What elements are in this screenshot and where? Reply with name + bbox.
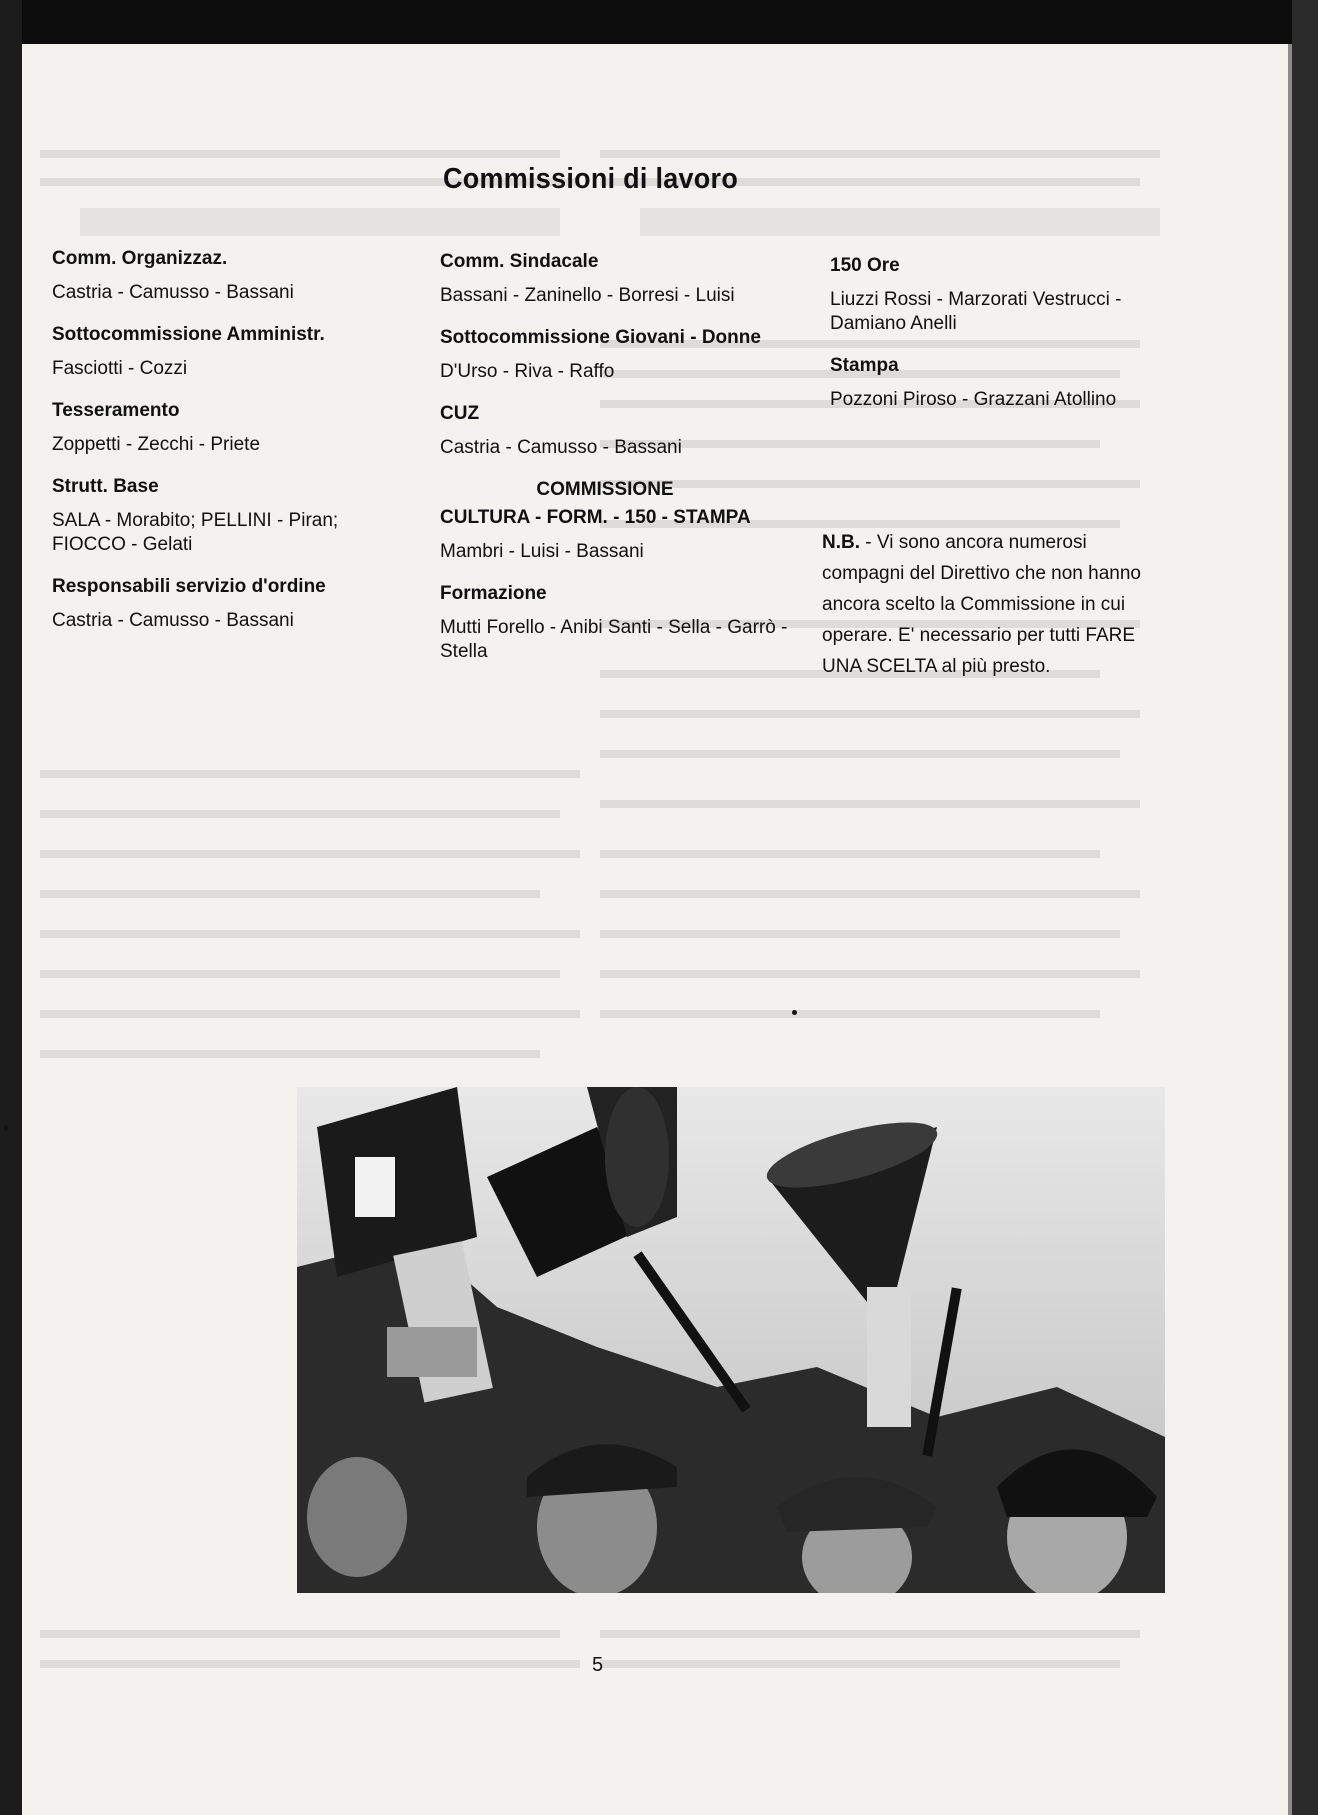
commission-heading: CUZ: [440, 403, 480, 424]
protest-photo: [297, 1087, 1165, 1593]
commission-members: Fasciotti - Cozzi: [52, 358, 188, 379]
commission-heading: Comm. Organizzaz.: [52, 248, 228, 269]
commission-members: Zoppetti - Zecchi - Priete: [52, 434, 261, 455]
commission-members: Castria - Camusso - Bassani: [52, 282, 294, 303]
commission-heading: Sottocommissione Amministr.: [52, 324, 325, 345]
commission-members: Liuzzi Rossi - Marzorati Vestrucci - Damiano Anelli: [830, 289, 1122, 334]
commission-heading: Comm. Sindacale: [440, 251, 599, 272]
protest-photo-illustration: [297, 1087, 1165, 1593]
commission-heading-line2: CULTURA - FORM. - 150 - STAMPA: [440, 507, 751, 528]
commission-members: Bassani - Zaninello - Borresi - Luisi: [440, 285, 735, 306]
commission-heading: Formazione: [440, 583, 547, 604]
commission-members: Castria - Camusso - Bassani: [52, 610, 294, 631]
scan-right-border: [1292, 0, 1318, 1815]
commission-heading: Stampa: [830, 355, 899, 376]
page-edge: [1288, 44, 1292, 1815]
commission-members: Castria - Camusso - Bassani: [440, 437, 682, 458]
scan-speck: [792, 1010, 797, 1015]
commission-members: Pozzoni Piroso - Grazzani Atollino: [830, 389, 1117, 410]
page-title: Commissioni di lavoro: [443, 163, 739, 195]
commission-heading: Responsabili servizio d'ordine: [52, 576, 326, 597]
commission-members: D'Urso - Riva - Raffo: [440, 361, 615, 382]
commission-heading: Sottocommissione Giovani - Donne: [440, 327, 761, 348]
commission-heading: Tesseramento: [52, 400, 180, 421]
left-column: [52, 247, 372, 651]
commission-heading: Strutt. Base: [52, 476, 159, 497]
note-text: - Vi sono ancora numerosi compagni del Direttivo che non hanno ancora scelto la Commissione in cui operare. E' necessario per tutti FARE UNA SCELTA al più presto.: [822, 532, 1141, 677]
commission-heading: COMMISSIONE: [536, 479, 674, 500]
page-number: 5: [592, 1654, 604, 1676]
scan-top-border: [0, 0, 1318, 44]
scan-speck: [4, 1125, 8, 1131]
note-label: N.B.: [822, 532, 860, 553]
commission-heading: 150 Ore: [830, 255, 900, 276]
right-column: [830, 254, 1180, 430]
commission-members: SALA - Morabito; PELLINI - Piran; FIOCCO - Gelati: [52, 510, 339, 555]
middle-column: [440, 250, 800, 682]
commission-members: Mambri - Luisi - Bassani: [440, 541, 644, 562]
scan-left-border: [0, 0, 22, 1815]
note-block: [822, 527, 1167, 682]
commission-members: Mutti Forello - Anibi Santi - Sella - Garrò - Stella: [440, 617, 788, 662]
